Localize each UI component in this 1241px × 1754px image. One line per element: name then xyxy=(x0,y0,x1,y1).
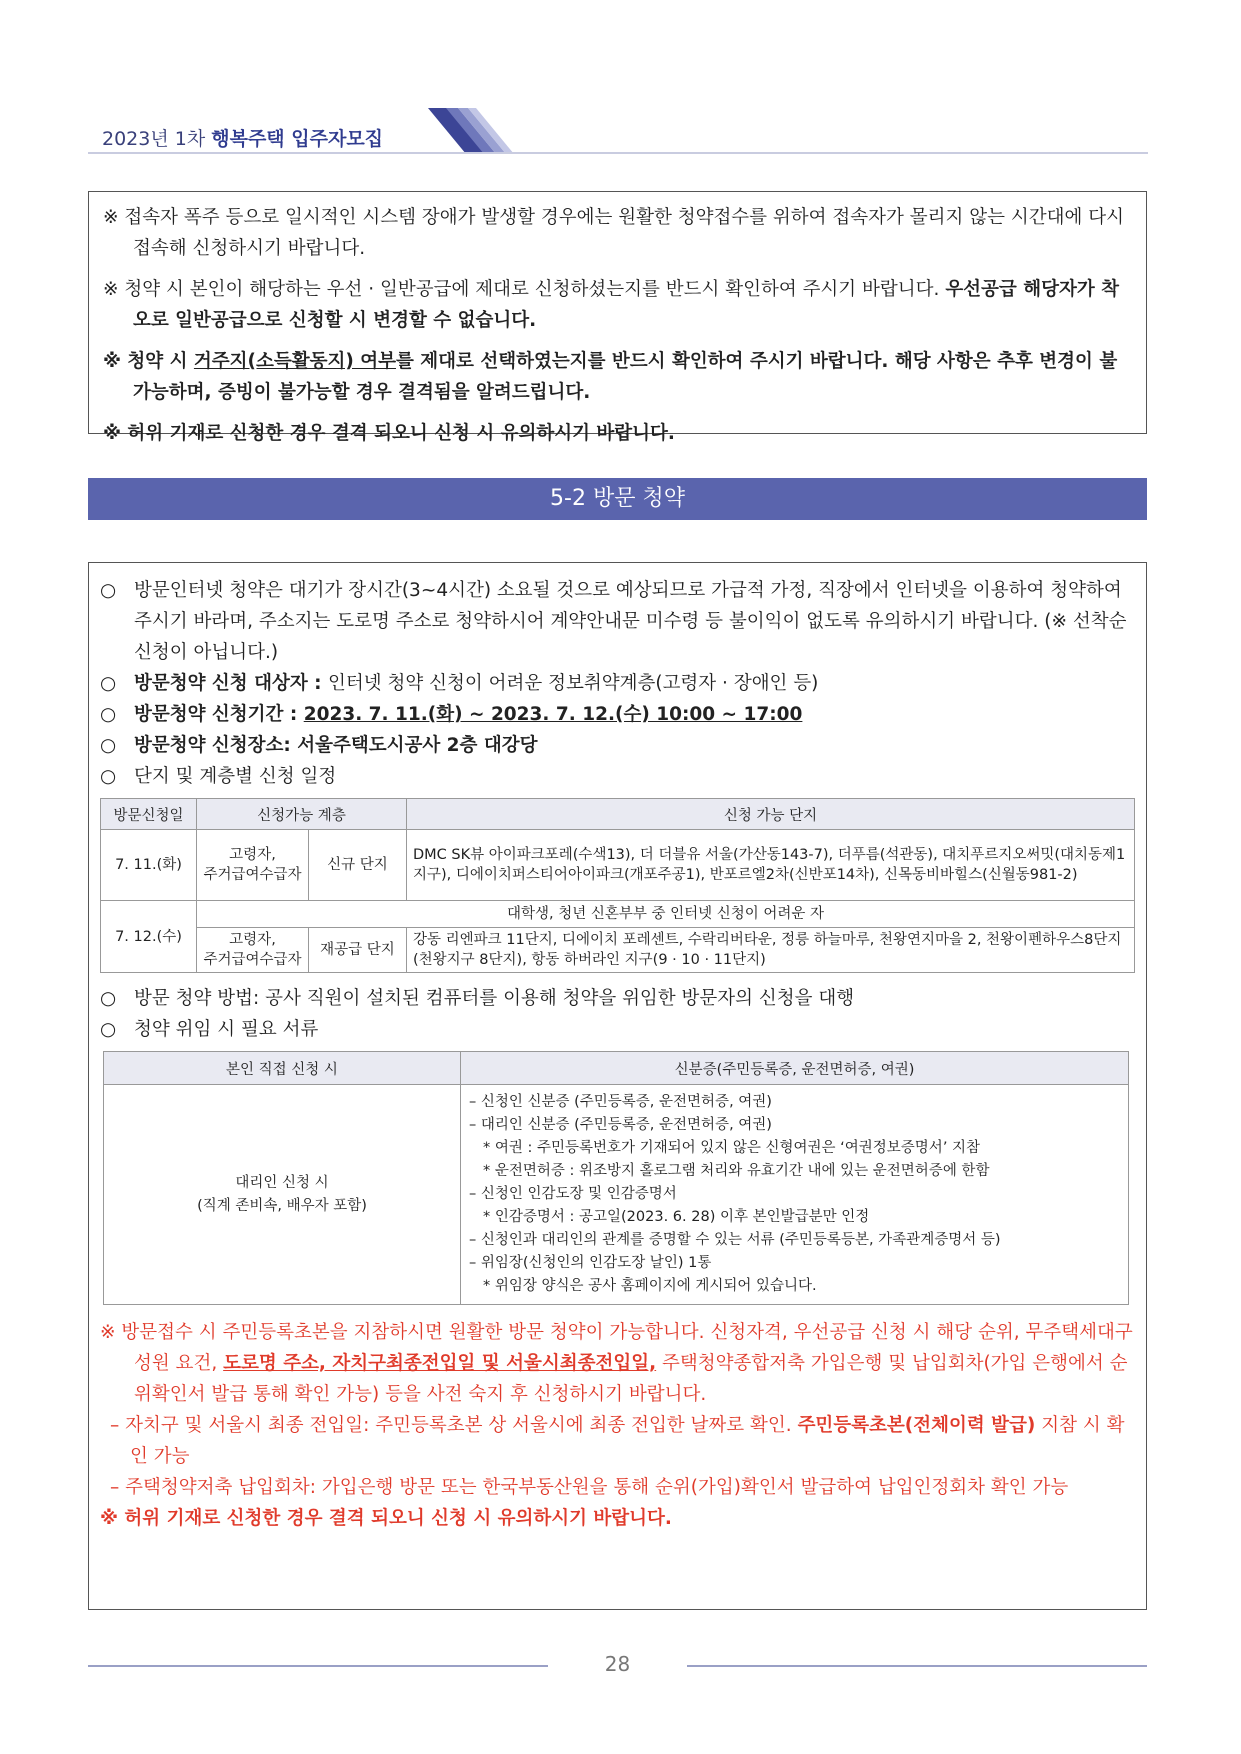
list-item: * 여권 : 주민등록번호가 기재되어 있지 않은 신형여권은 ‘여권정보증명서’ 지참 xyxy=(483,1140,981,1156)
header-stripes-graphic xyxy=(428,108,568,154)
notice-line-1: ※ 접속자 폭주 등으로 일시적인 시스템 장애가 발생할 경우에는 원활한 청약접수를 위하여 접속자가 몰리지 않는 시간대에 다시 접속해 신청하시기 바랍니다. xyxy=(103,207,1125,259)
visit-schedule-heading: 단지 및 계층별 신청 일정 xyxy=(134,766,337,787)
notice-line-3-b: 를 제대로 선택하였는지를 반드시 확인하여 주시기 바랍니다. 해당 사항은 추후 변경이 불가능하며, 증빙이 불가능할 경우 결격됨을 알려드립니다. xyxy=(133,351,1118,403)
red-note-3: – 주택청약저축 납입회차: 가입은행 방문 또는 한국부동산원을 통해 순위(가입)확인서 발급하여 납입인정회차 확인 가능 xyxy=(110,1477,1069,1498)
table-header-cell: 방문신청일 xyxy=(101,799,197,830)
table-header-row xyxy=(101,799,1135,830)
visit-para-5 xyxy=(100,761,1135,792)
list-item: – 위임장(신청인의 인감도장 날인) 1통 xyxy=(469,1255,712,1271)
list-item: – 신청인과 대리인의 관계를 증명할 수 있는 서류 (주민등록등본, 가족관계증명서 등) xyxy=(469,1232,1001,1248)
visit-para-6 xyxy=(100,983,1135,1014)
list-item: – 대리인 신분증 (주민등록증, 운전면허증, 여권) xyxy=(469,1117,772,1133)
red-note-2-c: 지참 시 확인 가능 xyxy=(130,1415,1125,1467)
table-cell-note: 대학생, 청년 신혼부부 중 인터넷 신청이 어려운 자 xyxy=(197,901,1135,928)
table-cell-group: 고령자, 주거급여수급자 xyxy=(197,830,309,901)
visit-place-text: 방문청약 신청장소: 서울주택도시공사 2층 대강당 xyxy=(134,735,538,756)
visit-period-label: 방문청약 신청기간 : xyxy=(134,704,304,725)
notice-line-4: ※ 허위 기재로 신청한 경우 결격 되오니 신청 시 유의하시기 바랍니다. xyxy=(103,423,675,444)
red-note-2-bold: 주민등록초본(전체이력 발급) xyxy=(797,1415,1036,1436)
visit-para-2 xyxy=(100,668,1135,699)
bullet-icon: ○ xyxy=(100,766,117,787)
table-header-cell: 본인 직접 신청 시 xyxy=(104,1052,461,1085)
notice-line-3-underlined: 거주지(소득활동지) 여부 xyxy=(193,351,396,372)
proxy-sublabel: (직계 존비속, 배우자 포함) xyxy=(197,1197,367,1214)
visit-target-label: 방문청약 신청 대상자 : xyxy=(134,673,329,694)
docs-table xyxy=(103,1051,1129,1305)
list-item: * 위임장 양식은 공사 홈페이지에 게시되어 있습니다. xyxy=(483,1278,817,1294)
red-note-4: ※ 허위 기재로 신청한 경우 결격 되오니 신청 시 유의하시기 바랍니다. xyxy=(100,1508,672,1529)
red-note-2-a: – 자치구 및 서울시 최종 전입일: 주민등록초본 상 서울시에 최종 전입한 날짜로 확인. xyxy=(110,1415,798,1436)
bullet-icon: ○ xyxy=(100,580,117,601)
notice-line-2 xyxy=(103,274,1132,336)
red-note-2 xyxy=(100,1410,1135,1472)
table-cell-doc-list xyxy=(461,1085,1129,1305)
header-rule xyxy=(88,152,1148,154)
notice-line-2-bold: 우선공급 해당자가 착오로 일반공급으로 신청할 시 변경할 수 없습니다. xyxy=(133,279,1120,331)
schedule-table xyxy=(100,798,1135,973)
table-cell-group: 고령자, 주거급여수급자 xyxy=(197,928,309,973)
visit-para-4 xyxy=(100,730,1135,761)
visit-para-1 xyxy=(100,575,1135,668)
red-note-1-a: ※ 방문접수 시 주민등록초본을 지참하시면 원활한 방문 청약이 가능합니다. 신청자격, 우선공급 신청 시 해당 순위, 무주택세대구성원 요건, xyxy=(100,1322,1133,1374)
bullet-icon: ○ xyxy=(100,735,117,756)
proxy-label: 대리인 신청 시 xyxy=(235,1174,329,1191)
table-cell-sites: DMC SK뷰 아이파크포레(수색13), 더 더블유 서울(가산동143-7), 더푸름(석관동), 대치푸르지오써밋(대치동제1지구), 디에이치퍼스티어아이파크(개포주공1), 반포르엘2차(신반포14차), 신목동비바힐스(신월동981-2) xyxy=(407,830,1135,901)
table-header-cell: 신청가능 계층 xyxy=(197,799,407,830)
header-title xyxy=(102,124,383,151)
list-item: – 신청인 인감도장 및 인감증명서 xyxy=(469,1186,677,1202)
visit-period-text: 2023. 7. 11.(화) ~ 2023. 7. 12.(수) 10:00 ~ 17:00 xyxy=(303,704,803,725)
bullet-icon: ○ xyxy=(100,988,117,1009)
table-row xyxy=(101,830,1135,901)
table-header-cell: 신청 가능 단지 xyxy=(407,799,1135,830)
visit-docs-heading: 청약 위임 시 필요 서류 xyxy=(134,1019,319,1040)
visit-para-3 xyxy=(100,699,1135,730)
visit-para-7 xyxy=(100,1014,1135,1045)
visit-method-text: 방문 청약 방법: 공사 직원이 설치된 컴퓨터를 이용해 청약을 위임한 방문자의 신청을 대행 xyxy=(134,988,855,1009)
notice-box xyxy=(88,191,1147,444)
page-number: 28 xyxy=(604,1652,631,1676)
table-row xyxy=(104,1085,1129,1305)
table-header-row xyxy=(104,1052,1129,1085)
page-footer xyxy=(88,1650,1147,1680)
red-note-1-bold: 도로명 주소, 자치구최종전입일 및 서울시최종전입일, xyxy=(223,1353,657,1374)
header-title-bold: 행복주택 입주자모집 xyxy=(211,128,384,150)
list-item: * 인감증명서 : 공고일(2023. 6. 28) 이후 본인발급분만 인정 xyxy=(483,1209,870,1225)
table-row xyxy=(101,928,1135,973)
bullet-icon: ○ xyxy=(100,704,117,725)
red-note-1-c: 주택청약종합저축 가입은행 및 납입회차(가입 은행에서 순위확인서 발급 통해 확인 가능) 등을 사전 숙지 후 신청하시기 바랍니다. xyxy=(134,1353,1128,1405)
page-header xyxy=(88,108,1148,154)
visit-target-text: 인터넷 청약 신청이 어려운 정보취약계층(고령자 · 장애인 등) xyxy=(328,673,819,694)
bullet-icon: ○ xyxy=(100,673,117,694)
table-header-cell: 신분증(주민등록증, 운전면허증, 여권) xyxy=(461,1052,1129,1085)
table-cell-date: 7. 12.(수) xyxy=(101,901,197,973)
notice-line-2-text: ※ 청약 시 본인이 해당하는 우선 · 일반공급에 제대로 신청하셨는지를 반드시 확인하여 주시기 바랍니다. xyxy=(103,279,946,300)
visit-box xyxy=(88,562,1147,1610)
table-cell-proxy xyxy=(104,1085,461,1305)
table-cell-date: 7. 11.(화) xyxy=(101,830,197,901)
footer-rule-right xyxy=(687,1665,1147,1667)
header-year: 2023년 1차 xyxy=(102,128,212,150)
visit-para-1-text: 방문인터넷 청약은 대기가 장시간(3~4시간) 소요될 것으로 예상되므로 가급적 가정, 직장에서 인터넷을 이용하여 청약하여 주시기 바라며, 주소지는 도로명 주소로 청약하시어 계약안내문 미수령 등 불이익이 없도록 유의하시기 바랍니다. (※ 선착순 신청이 아닙니다.) xyxy=(134,580,1127,663)
table-cell-type: 재공급 단지 xyxy=(309,928,407,973)
section-title-bar: 5-2 방문 청약 xyxy=(88,478,1147,520)
red-note-1 xyxy=(100,1317,1135,1410)
notice-line-3 xyxy=(103,346,1132,408)
table-row xyxy=(101,901,1135,928)
list-item: * 운전면허증 : 위조방지 홀로그램 처리와 유효기간 내에 있는 운전면허증에 한함 xyxy=(483,1163,990,1179)
list-item: – 신청인 신분증 (주민등록증, 운전면허증, 여권) xyxy=(469,1094,772,1110)
table-cell-sites: 강동 리엔파크 11단지, 디에이치 포레센트, 수락리버타운, 정릉 하늘마루, 천왕연지마을 2, 천왕이펜하우스8단지(천왕지구 8단지), 항동 하버라인 지구(9 · 10 · 11단지) xyxy=(407,928,1135,973)
bullet-icon: ○ xyxy=(100,1019,117,1040)
notice-line-3-a: ※ 청약 시 xyxy=(103,351,194,372)
red-notes xyxy=(100,1317,1135,1534)
table-cell-type: 신규 단지 xyxy=(309,830,407,901)
